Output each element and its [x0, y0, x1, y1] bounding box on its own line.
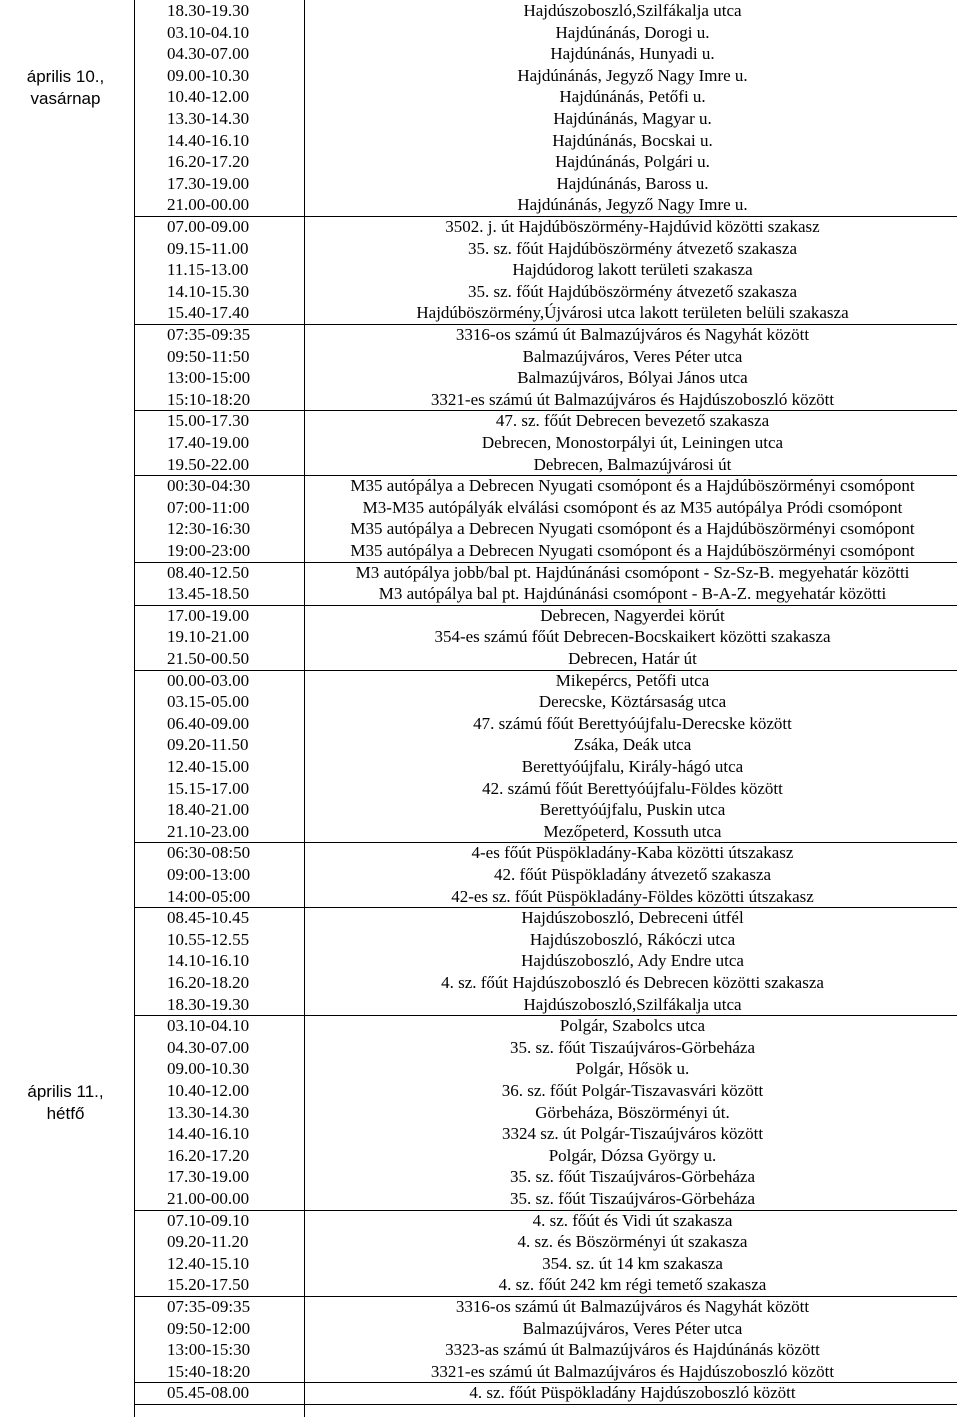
table-row [135, 1231, 957, 1253]
time-range: 08.40-12.50 [167, 562, 250, 582]
time-range: 16.20-17.20 [167, 152, 250, 172]
table-row [135, 1123, 957, 1145]
time-range: 15:40-18:20 [167, 1361, 251, 1381]
time-range: 17.00-19.00 [167, 605, 250, 625]
table-row [135, 670, 957, 692]
time-range: 09.15-11.00 [167, 238, 249, 258]
time-range: 10.55-12.55 [167, 929, 250, 949]
table-row [135, 86, 957, 108]
location: Hajdúnánás, Bocskai u. [552, 130, 713, 150]
time-range: 15:10-18:20 [167, 389, 251, 409]
time-range: 15.00-17.30 [167, 411, 250, 431]
location: 3316-os számú út Balmazújváros és Nagyhát között [455, 325, 810, 344]
time-range: 00.00-03.00 [167, 670, 250, 690]
location: Mezőpeterd, Kossuth utca [543, 821, 722, 841]
location: Debrecen, Nagyerdei körút [540, 605, 725, 625]
table-row [135, 389, 957, 412]
time-range: 13.45-18.50 [167, 584, 250, 604]
table-row [135, 929, 957, 951]
location: 42. számú főút Berettyóújfalu-Földes között [482, 778, 783, 798]
day-date: április 10., [26, 67, 105, 86]
location: 42-es sz. főút Püspökladány-Földes közötti útszakasz [451, 886, 814, 906]
table-row [135, 302, 957, 325]
table-row [135, 238, 957, 260]
location: Hajdúnánás, Petőfi u. [559, 87, 706, 107]
location: 4. sz. és Böszörményi út szakasza [517, 1232, 748, 1252]
location: 36. sz. főút Polgár-Tiszavasvári között [501, 1081, 764, 1100]
location: 3321-es számú út Balmazújváros és Hajdúszoboszló között [430, 389, 835, 409]
time-range: 16.20-18.20 [167, 973, 250, 992]
time-range: 18.30-19.30 [167, 1, 250, 20]
location: 35. sz. főút Hajdúböszörmény átvezető szakasza [467, 281, 798, 301]
location: Polgár, Hősök u. [575, 1059, 690, 1079]
table-row [135, 367, 957, 389]
location: 35. sz. főút Tiszaújváros-Görbeháza [509, 1189, 756, 1208]
time-range: 00:30-04:30 [167, 476, 251, 496]
location: Debrecen, Monostorpályi út, Leiningen utca [481, 433, 784, 452]
location: Hajdúnánás, Polgári u. [555, 152, 710, 172]
location: 35. sz. főút Tiszaújváros-Görbeháza [509, 1167, 756, 1187]
time-range: 13:00-15:30 [167, 1340, 251, 1360]
table-row [135, 1339, 957, 1361]
day-weekday: hétfő [46, 1104, 85, 1123]
time-range: 17.30-19.00 [167, 1167, 250, 1187]
location: 3316-os számú út Balmazújváros és Nagyhát között [455, 1297, 810, 1316]
time-range: 17.30-19.00 [167, 173, 250, 193]
table-row [135, 713, 957, 735]
table-row [135, 907, 957, 929]
time-range: 14.40-16.10 [167, 1124, 250, 1144]
location: 354-es számú főút Debrecen-Bocskaikert közötti szakasza [434, 627, 831, 647]
location: Hajdúszoboszló,Szilfákalja utca [523, 994, 742, 1014]
time-range: 03.10-04.10 [167, 1016, 250, 1036]
location: M3-M35 autópályák elválási csomópont és az M35 autópálya Pródi csomópont [362, 497, 903, 517]
time-range: 17.40-19.00 [167, 433, 250, 452]
location: Polgár, Szabolcs utca [559, 1016, 706, 1036]
table-row [135, 475, 957, 497]
table-row [135, 497, 957, 519]
location: Hajdúnánás, Magyar u. [553, 109, 712, 128]
time-range: 12:30-16:30 [167, 519, 251, 539]
table-row [135, 324, 957, 346]
time-range: 04.30-07.00 [167, 44, 250, 64]
location: 47. sz. főút Debrecen bevezető szakasza [495, 411, 770, 431]
time-range: 09.20-11.50 [167, 735, 249, 755]
table-row [135, 1382, 957, 1405]
day-weekday: vasárnap [30, 89, 101, 108]
location: Debrecen, Határ út [568, 649, 697, 668]
table-row [135, 432, 957, 454]
table-row [135, 972, 957, 994]
time-range: 09.20-11.20 [167, 1232, 249, 1252]
time-range: 09:50-12:00 [167, 1318, 251, 1338]
table-row [135, 1188, 957, 1211]
table-row [135, 886, 957, 909]
location: 3323-as számú út Balmazújváros és Hajdúnánás között [445, 1340, 820, 1360]
table-row [135, 22, 957, 44]
location: 3324 sz. út Polgár-Tiszaújváros között [501, 1124, 764, 1144]
table-row [135, 1361, 957, 1384]
location: Hajdúszoboszló, Ady Endre utca [521, 951, 744, 971]
table-row [135, 734, 957, 756]
time-range: 15.40-17.40 [167, 303, 250, 323]
table-row [135, 1274, 957, 1297]
location: Berettyóújfalu, Király-hágó utca [521, 757, 744, 776]
table-row [135, 1015, 957, 1037]
table-row [135, 799, 957, 821]
location: Hajdúszoboszló,Szilfákalja utca [523, 1, 742, 20]
table-row [135, 691, 957, 713]
location: Zsáka, Deák utca [573, 735, 692, 755]
location: 4. sz. főút és Vidi út szakasza [532, 1210, 733, 1230]
time-range: 15.20-17.50 [167, 1275, 250, 1295]
time-range: 19:00-23:00 [167, 541, 251, 560]
time-range: 07:35-09:35 [167, 325, 251, 344]
time-range: 03.15-05.00 [167, 692, 250, 712]
table-row [135, 1102, 957, 1124]
table-row [135, 605, 957, 627]
location: 3321-es számú út Balmazújváros és Hajdúszoboszló között [430, 1361, 835, 1381]
table-row [135, 1296, 957, 1318]
time-range: 21.00-00.00 [167, 1189, 250, 1208]
table-row [135, 130, 957, 152]
time-range: 13.30-14.30 [167, 1102, 250, 1122]
table-row [135, 540, 957, 563]
location: Balmazújváros, Veres Péter utca [522, 346, 743, 366]
time-range: 09:00-13:00 [167, 865, 251, 884]
table-row [135, 194, 957, 217]
time-range: 14.40-16.10 [167, 130, 250, 150]
location: Hajdúdorog lakott területi szakasza [512, 260, 753, 280]
time-range: 21.50-00.50 [167, 649, 250, 668]
time-range: 11.15-13.00 [167, 260, 249, 280]
table-row [135, 410, 957, 432]
table-row [135, 778, 957, 800]
table-row [135, 1145, 957, 1167]
table-row [135, 994, 957, 1017]
table-row [135, 1037, 957, 1059]
location: Görbeháza, Böszörményi út. [535, 1102, 730, 1122]
location: Hajdúnánás, Jegyző Nagy Imre u. [517, 195, 748, 215]
table-row [135, 1080, 957, 1102]
location: M3 autópálya bal pt. Hajdúnánási csomópont - B-A-Z. megyehatár közötti [378, 584, 887, 604]
time-range: 14:00-05:00 [167, 886, 251, 906]
time-range: 06.40-09.00 [167, 713, 250, 733]
location: Polgár, Dózsa György u. [548, 1145, 717, 1165]
table-row [135, 562, 957, 584]
table-row [135, 648, 957, 671]
time-range: 08.45-10.45 [167, 908, 250, 928]
day-date: április 11., [27, 1082, 104, 1101]
time-range: 09.00-10.30 [167, 1059, 250, 1079]
time-range: 05.45-08.00 [167, 1383, 250, 1403]
time-range: 19.50-22.00 [167, 454, 250, 474]
location: Hajdúnánás, Jegyző Nagy Imre u. [517, 65, 748, 85]
table-row [135, 0, 957, 22]
location: Derecske, Köztársaság utca [538, 692, 727, 712]
table-row [135, 950, 957, 972]
table-row [135, 583, 957, 606]
time-range: 03.10-04.10 [167, 22, 250, 42]
location: 4-es főút Püspökladány-Kaba közötti útszakasz [471, 843, 794, 863]
location: Hajdúnánás, Dorogi u. [555, 22, 710, 42]
location: 354. sz. út 14 km szakasza [542, 1253, 723, 1273]
table-row [135, 1253, 957, 1275]
table-row [135, 281, 957, 303]
table-row [135, 216, 957, 238]
table-row [135, 173, 957, 195]
location: Mikepércs, Petőfi utca [555, 670, 710, 690]
time-range: 12.40-15.00 [167, 757, 250, 776]
location: Balmazújváros, Bólyai János utca [517, 368, 748, 388]
time-range: 12.40-15.10 [167, 1253, 250, 1273]
time-range: 16.20-17.20 [167, 1145, 250, 1165]
time-range: 04.30-07.00 [167, 1037, 250, 1057]
table-row [135, 1210, 957, 1232]
day-label-april-11 [0, 1081, 131, 1125]
table-row [135, 1318, 957, 1340]
time-range: 07.10-09.10 [167, 1210, 250, 1230]
location: Hajdúnánás, Hunyadi u. [550, 44, 715, 64]
time-range: 14.10-16.10 [167, 951, 250, 971]
location: M35 autópálya a Debrecen Nyugati csomópont és a Hajdúböszörményi csomópont [350, 519, 915, 539]
location: Berettyóújfalu, Puskin utca [539, 800, 726, 820]
location: 47. számú főút Berettyóújfalu-Derecske között [473, 713, 792, 733]
location: Hajdúnánás, Baross u. [556, 173, 709, 193]
table-row [135, 842, 957, 864]
location: Hajdúböszörmény,Újvárosi utca lakott területen belüli szakasza [416, 303, 849, 323]
time-range: 15.15-17.00 [167, 778, 250, 798]
table-row [135, 821, 957, 844]
time-range: 07:35-09:35 [167, 1297, 251, 1316]
table-row [135, 1058, 957, 1080]
location: Hajdúszoboszló, Debreceni útfél [521, 908, 744, 928]
time-range: 07.00-09.00 [167, 217, 250, 236]
time-range: 14.10-15.30 [167, 281, 250, 301]
time-range: 09.00-10.30 [167, 65, 250, 85]
time-range: 10.40-12.00 [167, 87, 250, 107]
location: 4. sz. főút Hajdúszoboszló és Debrecen közötti szakasza [441, 973, 824, 992]
time-range: 19.10-21.00 [167, 627, 250, 647]
location: M3 autópálya jobb/bal pt. Hajdúnánási csomópont - Sz-Sz-B. megyehatár közötti [355, 562, 910, 582]
location: 42. főút Püspökladány átvezető szakasza [493, 865, 772, 884]
table-row [135, 864, 957, 886]
time-range: 18.40-21.00 [167, 800, 250, 820]
table-row [135, 756, 957, 778]
time-range: 07:00-11:00 [167, 497, 250, 517]
table-row [135, 626, 957, 648]
table-row [135, 1166, 957, 1188]
time-range: 18.30-19.30 [167, 994, 250, 1014]
table-row [135, 151, 957, 173]
location: Debrecen, Balmazújvárosi út [533, 454, 732, 474]
time-range: 13.30-14.30 [167, 109, 250, 128]
time-range: 09:50-11:50 [167, 346, 250, 366]
location: 35. sz. főút Hajdúböszörmény átvezető szakasza [467, 238, 798, 258]
location: M35 autópálya a Debrecen Nyugati csomópont és a Hajdúböszörményi csomópont [350, 476, 915, 496]
table-row [135, 346, 957, 368]
time-range: 10.40-12.00 [167, 1081, 250, 1100]
time-range: 06:30-08:50 [167, 843, 251, 863]
table-row [135, 108, 957, 130]
time-range: 21.10-23.00 [167, 821, 250, 841]
day-label-april-10 [0, 66, 131, 110]
table-row [135, 259, 957, 281]
location: Hajdúszoboszló, Rákóczi utca [529, 929, 736, 949]
location: 3502. j. út Hajdúböszörmény-Hajdúvid közötti szakasz [445, 217, 820, 236]
time-range: 21.00-00.00 [167, 195, 250, 215]
table-row [135, 43, 957, 65]
location: 35. sz. főút Tiszaújváros-Görbeháza [509, 1037, 756, 1057]
location: Balmazújváros, Veres Péter utca [522, 1318, 743, 1338]
table-row [135, 518, 957, 540]
table-row [135, 65, 957, 87]
table-row [135, 454, 957, 477]
location: M35 autópálya a Debrecen Nyugati csomópont és a Hajdúböszörményi csomópont [350, 541, 915, 560]
location: 4. sz. főút 242 km régi temető szakasza [498, 1275, 767, 1295]
time-range: 13:00-15:00 [167, 368, 251, 388]
location: 4. sz. főút Püspökladány Hajdúszoboszló között [469, 1383, 796, 1403]
